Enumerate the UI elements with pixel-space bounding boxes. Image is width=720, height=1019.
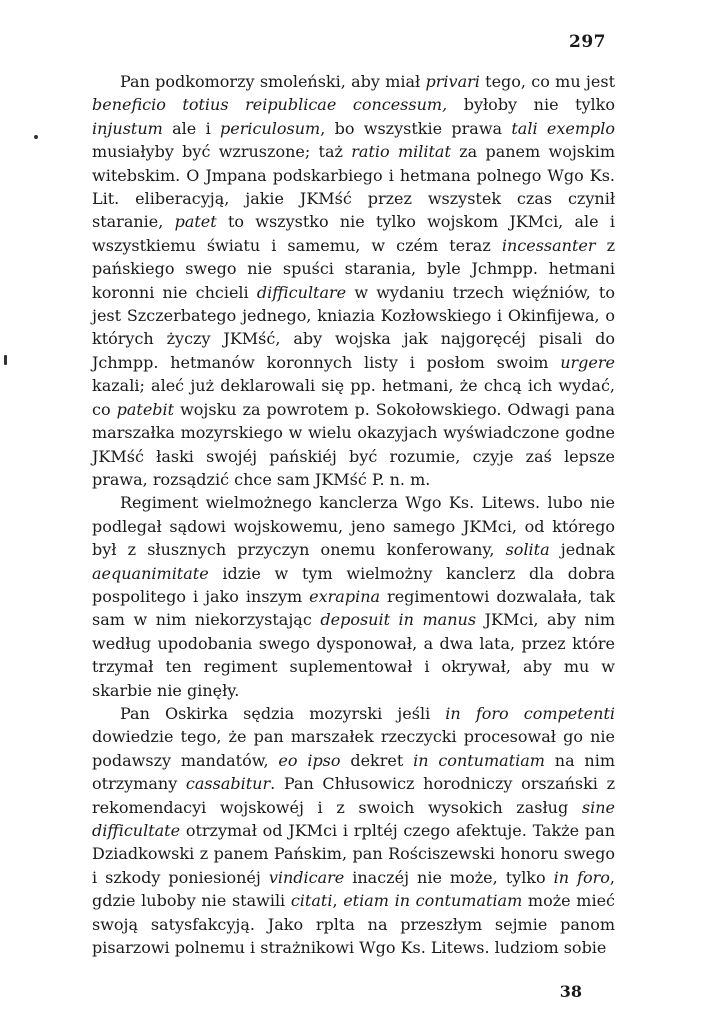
paragraph-2 <box>92 491 615 702</box>
text-run: na nim otrzymany <box>92 750 616 794</box>
latin-phrase: solita <box>505 540 550 560</box>
latin-phrase: difficultare <box>256 282 347 302</box>
latin-phrase: vindicare <box>268 867 345 887</box>
signature-mark: 38 <box>559 982 582 1001</box>
text-run: z pańskiego swego nie spuści starania, byle Jchmpp. hetmani koronni nie chcieli <box>92 235 616 302</box>
text-run: kazali; aleć już deklarowali się pp. hetmani, że chcą ich wydać, co <box>92 376 615 419</box>
latin-phrase: exrapina <box>309 586 381 606</box>
latin-phrase: deposuit in manus <box>320 610 477 630</box>
latin-phrase: beneficio totius reipublicae concessum, <box>92 95 448 115</box>
text-run: idzie w tym wielmożny kanclerz dla dobra pospolitego i jako inszym <box>92 563 615 606</box>
paragraph-3 <box>92 702 615 959</box>
paragraph-1 <box>92 70 615 491</box>
text-run: regimentowi dozwalała, tak sam w nim niekorzystając <box>92 586 615 630</box>
latin-phrase: sine difficultate <box>92 797 615 840</box>
latin-phrase: etiam in contumatiam <box>343 891 523 911</box>
text-run: byłoby nie tylko <box>447 95 615 115</box>
text-run: , <box>332 891 344 911</box>
text-run: . Pan Chłusowicz horodniczy orszański z rekomendacyi wojskowéj i z swoich wysokich zasług <box>92 774 615 817</box>
text-run: , bo wszystkie prawa <box>320 118 512 138</box>
latin-phrase: urgere <box>560 352 615 372</box>
scan-speck <box>34 135 38 139</box>
latin-phrase: privari <box>425 72 480 91</box>
text-run: inaczéj nie może, tylko <box>344 867 554 887</box>
text-run: Regiment wielmożnego kanclerza Wgo Ks. Litews. lubo nie podlegał sądowi wojskowemu, jeno samego JKMci, od którego był z słusznych przyczyn onemu konferowany, <box>92 493 615 560</box>
text-run: jednak <box>549 540 616 560</box>
text-run: w wydaniu trzech więźniów, to jest Szczerbatego jednego, kniazia Kozłowskiego i Okinfijewa, o których życzy JKMść, aby wojska jak najgoręcéj pisali do Jchmpp. hetmanów koronnych listy i posłom swoim <box>92 282 615 372</box>
text-run: ale i <box>162 118 220 138</box>
text-run: JKMci, aby nim według upodobania swego dysponował, a dwa lata, przez które trzymał ten regiment suplementował i okrywał, aby mu w skarbie nie ginęły. <box>92 610 615 700</box>
text-run: otrzymał od JKMci i rpltéj czego afektuje. Także pan Dziadkowski z panem Pańskim, pan Rościszewski honoru swego i szkody poniesionéj <box>92 821 615 887</box>
latin-phrase: injustum <box>92 118 163 138</box>
text-run: Pan podkomorzy smoleński, aby miał <box>120 72 426 91</box>
text-run: musiałyby być wzruszone; taż <box>92 142 352 162</box>
text-run: dekret <box>340 750 414 770</box>
latin-phrase: in contumatiam <box>413 750 545 770</box>
text-run: to wszystko nie tylko wojskom JKMci, ale i wszystkiemu światu i samemu, w czém teraz <box>92 212 615 255</box>
text-run: Pan Oskirka sędzia mozyrski jeśli <box>120 703 446 723</box>
latin-phrase: patet <box>174 212 217 232</box>
latin-phrase: eo ipso <box>278 750 341 770</box>
latin-phrase: aequanimitate <box>92 563 209 583</box>
page-number: 297 <box>569 32 606 52</box>
latin-phrase: ratio militat <box>351 142 451 162</box>
text-run: dowiedzie tego, że pan marszałek rzeczycki procesował go nie podawszy mandatów, <box>92 727 615 770</box>
scan-speck <box>4 355 7 365</box>
text-run: tego, co mu jest <box>479 72 615 91</box>
latin-phrase: incessanter <box>501 235 596 255</box>
latin-phrase: citati <box>290 891 333 911</box>
body-text <box>92 70 615 959</box>
latin-phrase: patebit <box>116 399 175 419</box>
latin-phrase: periculosum <box>220 118 321 138</box>
latin-phrase: cassabitur <box>185 774 271 794</box>
latin-phrase: in foro <box>553 867 610 887</box>
text-run: wojsku za powrotem p. Sokołowskiego. Odwagi pana marszałka mozyrskiego w wielu okazyjach wyświadczone godne JKMść łaski swojéj pańskiéj być rozumie, czyje zaś lepsze prawa, rozsądzić chce sam JKMść P. n. m. <box>92 399 615 489</box>
text-run: może mieć swoją satysfakcyją. Jako rplta na przeszłym sejmie panom pisarzowi polnemu i strażnikowi Wgo Ks. Litews. ludziom sobie <box>92 891 616 958</box>
text-run: za panem wojskim witebskim. O Jmpana podskarbiego i hetmana polnego Wgo Ks. Lit. eliberacyją, jakie JKMść przez wszystek czas czynił staranie, <box>92 142 615 232</box>
latin-phrase: in foro competenti <box>445 703 616 723</box>
text-run: , gdzie luboby nie stawili <box>92 867 615 911</box>
latin-phrase: tali exemplo <box>511 118 615 138</box>
